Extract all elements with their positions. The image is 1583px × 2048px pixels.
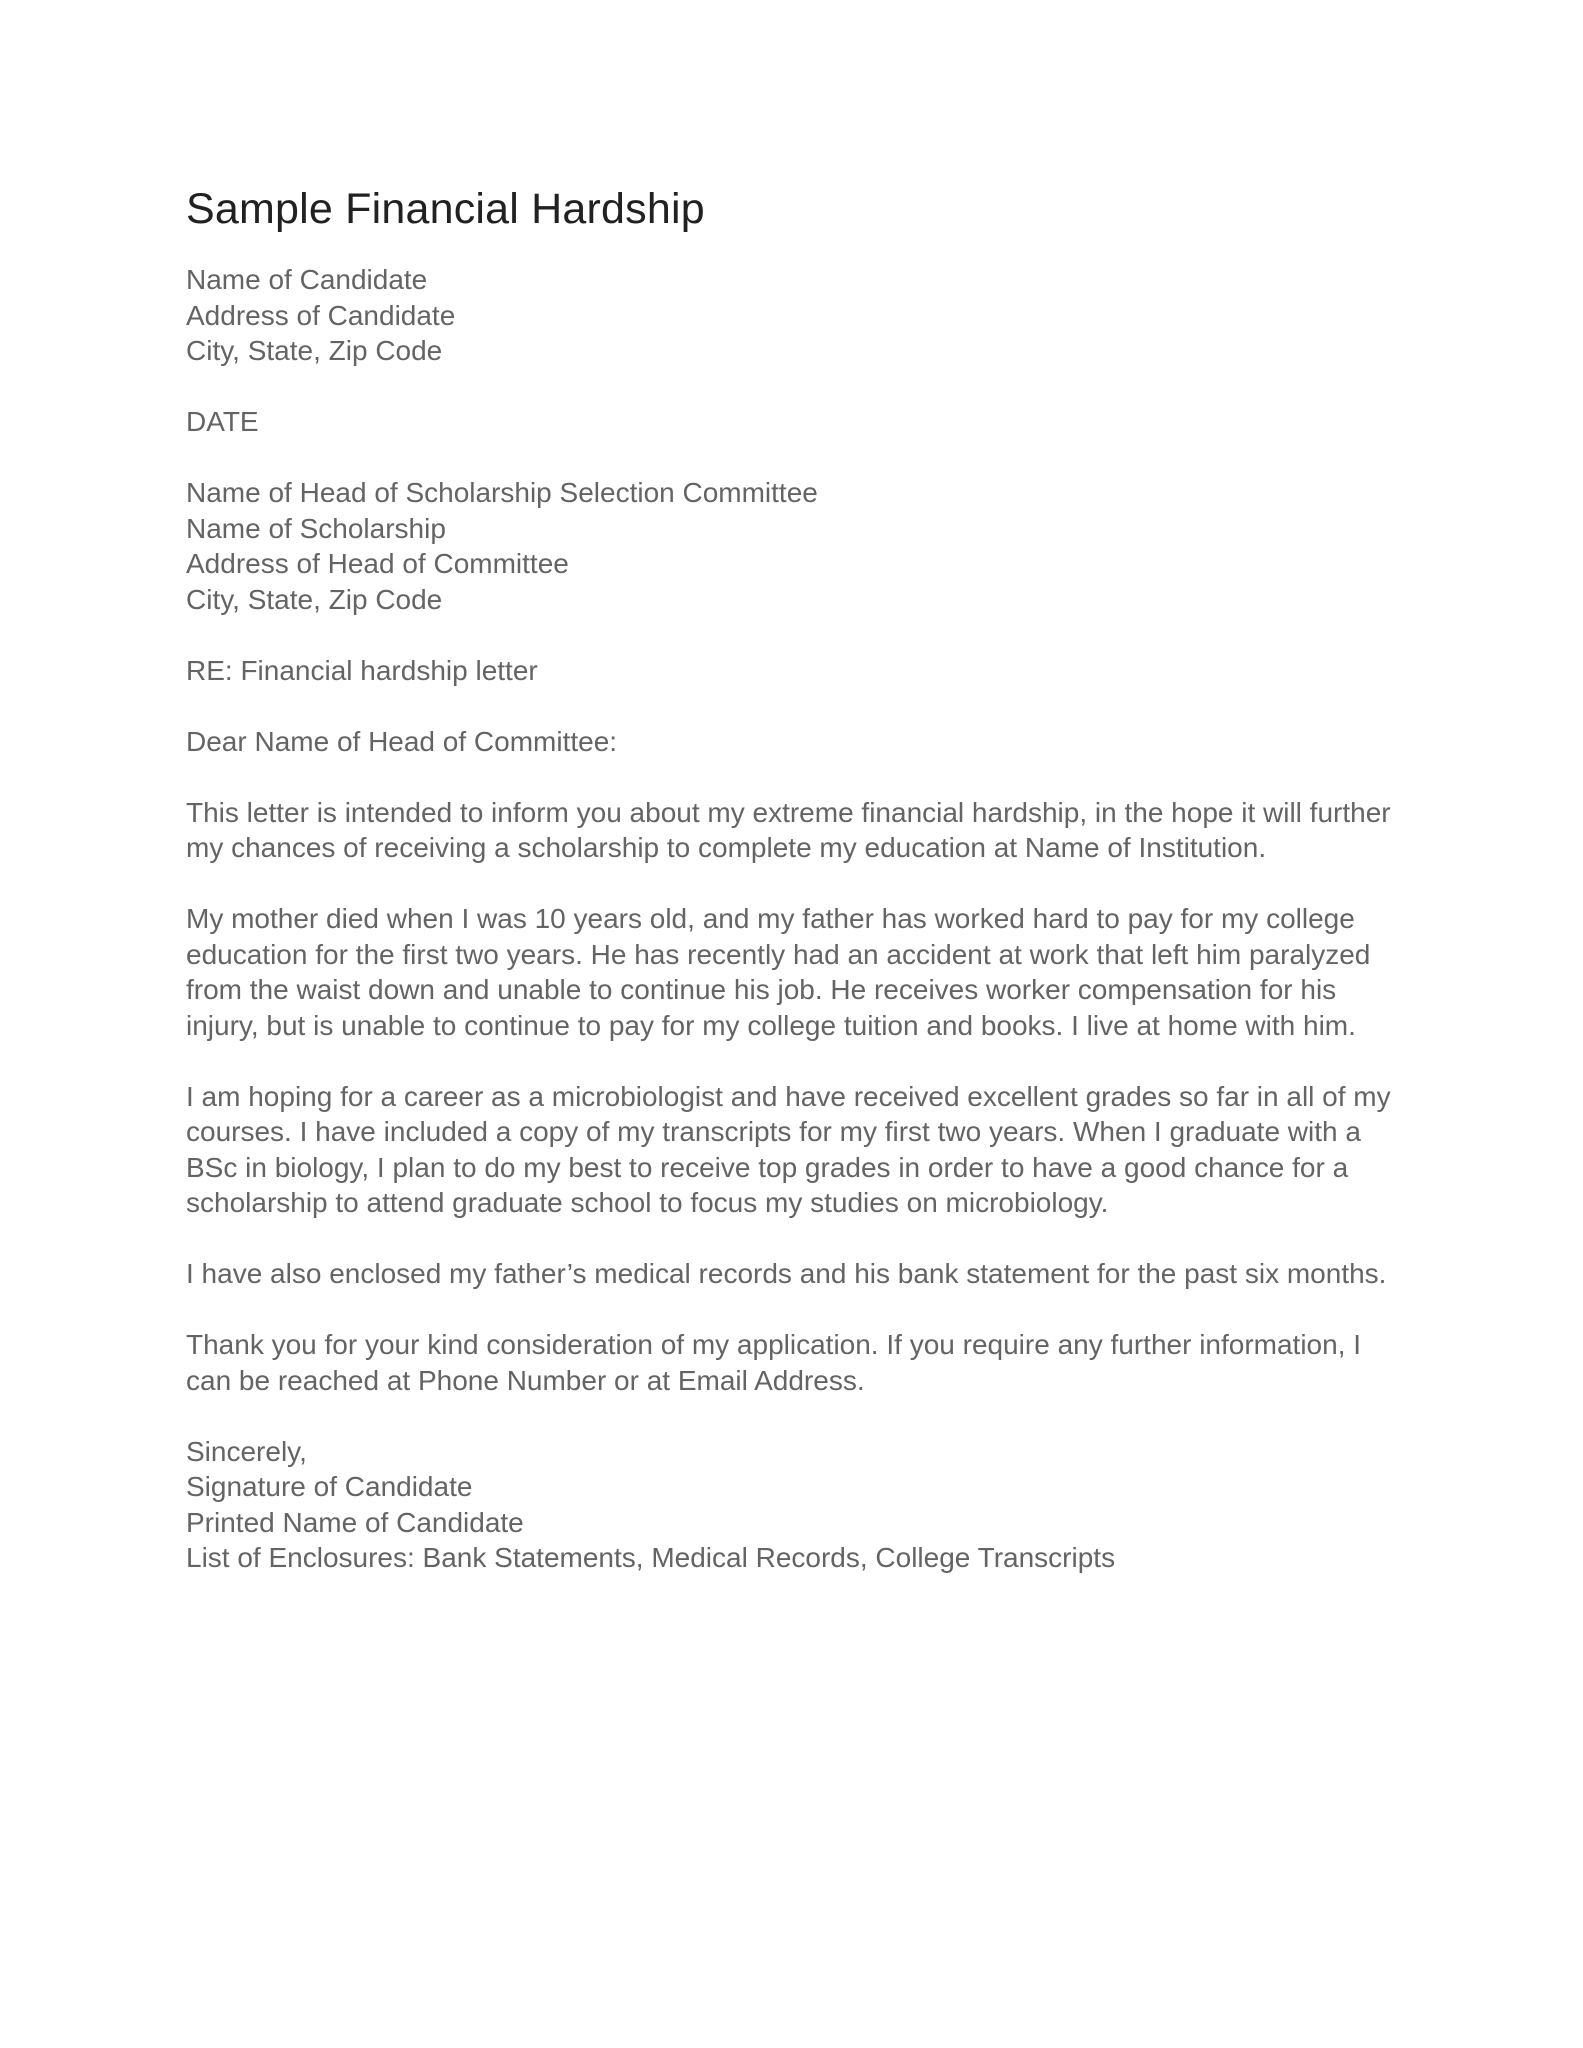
closing-enclosures-line: List of Enclosures: Bank Statements, Medical Records, College Transcripts	[186, 1542, 1116, 1573]
subject-block	[186, 653, 1397, 689]
sender-name-line: Name of Candidate	[186, 264, 428, 295]
salutation-block	[186, 724, 1397, 760]
salutation-line: Dear Name of Head of Committee:	[186, 725, 618, 757]
date-line: DATE	[186, 406, 259, 437]
body-paragraph-family-hardship: My mother died when I was 10 years old, and my father has worked hard to pay for my college education for the first two years. He has recently had an accident at work that left him paralyzed from the waist down and unable to continue his job. He receives worker compensation for his injury, but is unable to continue to pay for my college tuition and books. I live at home with him.	[186, 903, 1371, 1041]
sender-address-line: Address of Candidate	[186, 299, 456, 331]
body-paragraph-enclosed-records: I have also enclosed my father’s medical records and his bank statement for the past six months.	[186, 1258, 1387, 1289]
recipient-scholarship-line: Name of Scholarship	[186, 512, 446, 544]
closing-block	[186, 1434, 1397, 1576]
body-paragraph-thank-you: Thank you for your kind consideration of my application. If you require any further information, I can be reached at Phone Number or at Email Address.	[186, 1329, 1362, 1396]
date-block	[186, 404, 1397, 440]
body-paragraph-intent: This letter is intended to inform you about my extreme financial hardship, in the hope it will further my chances of receiving a scholarship to complete my education at Name of Institution.	[186, 796, 1391, 863]
body-paragraph-career-goals: I am hoping for a career as a microbiologist and have received excellent grades so far in all of my courses. I have included a copy of my transcripts for my first two years. When I graduate with a BSc in biology, I plan to do my best to receive top grades in order to have a good chance for a scholarship to attend graduate school to focus my studies on microbiology.	[186, 1080, 1391, 1218]
recipient-committee-head-line: Name of Head of Scholarship Selection Committee	[186, 477, 818, 508]
recipient-address-line: Address of Head of Committee	[186, 548, 569, 579]
sender-city-line: City, State, Zip Code	[186, 335, 443, 366]
document-title: Sample Financial Hardship	[186, 185, 705, 233]
sender-address-block	[186, 262, 1397, 369]
subject-line: RE: Financial hardship letter	[186, 654, 538, 686]
recipient-city-line: City, State, Zip Code	[186, 583, 443, 615]
closing-signature-line: Signature of Candidate	[186, 1471, 473, 1502]
recipient-address-block	[186, 475, 1397, 617]
closing-sincerely-line: Sincerely,	[186, 1435, 307, 1467]
closing-printed-name-line: Printed Name of Candidate	[186, 1506, 524, 1538]
